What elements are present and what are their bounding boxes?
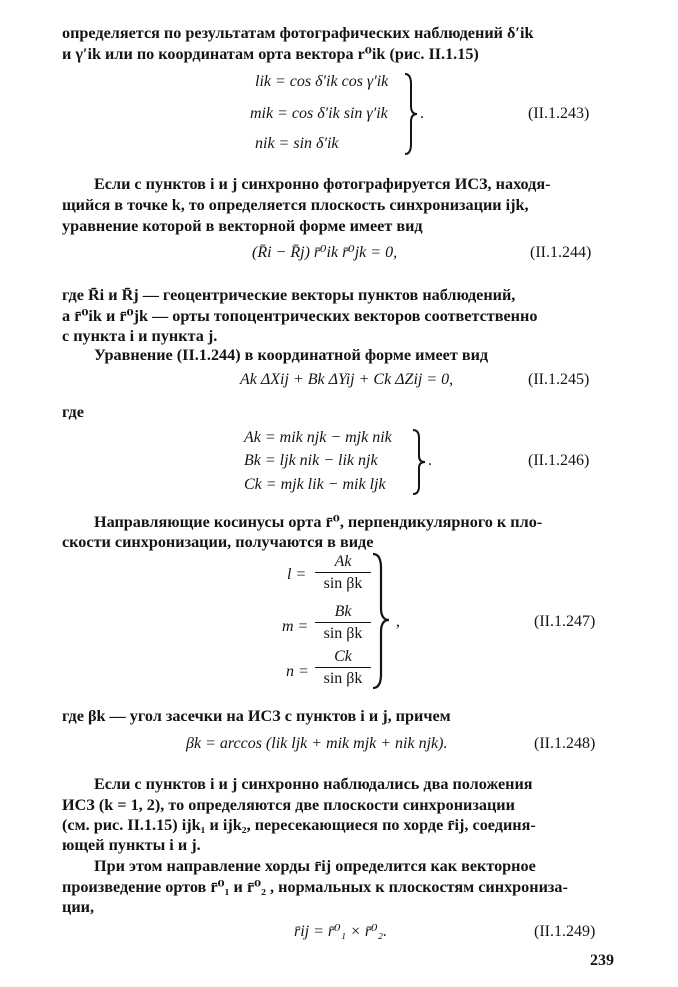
equation-247-row-2-numerator: Bk [334, 603, 352, 620]
equation-246-brace [410, 428, 430, 498]
paragraph-6-line-1: Если с пунктов i и j синхронно наблюдались два положения [94, 775, 533, 793]
paragraph-4-line-1: Направляющие косинусы орта r̄⁰, перпендикулярного к пло- [94, 513, 543, 531]
equation-246-number: (II.1.246) [528, 452, 590, 469]
equation-243-row-3: nik = sin δ′ik [255, 135, 339, 152]
equation-246-terminator: . [428, 452, 432, 469]
page-number: 239 [590, 952, 614, 969]
equation-246-row-3: Ck = mjk lik − mik ljk [244, 476, 386, 493]
equation-244-number: (II.1.244) [530, 244, 592, 261]
equation-246-row-2: Bk = ljk nik − lik njk [244, 452, 378, 469]
paragraph-3-line-3: с пункта i и пункта j. [62, 327, 218, 345]
paragraph-2-line-2: щийся в точке k, то определяется плоскость синхронизации ijk, [62, 196, 529, 214]
paragraph-3-line-1: где R̄i и R̄j — геоцентрические векторы пунктов наблюдений, [62, 286, 516, 304]
paragraph-2-line-1: Если с пунктов i и j синхронно фотографируется ИСЗ, находя- [94, 175, 551, 193]
equation-247-row-1-fraction [315, 553, 371, 593]
fraction-bar [315, 572, 371, 573]
equation-247-row-1-lhs: l = [287, 566, 307, 583]
equation-247-row-1-denominator: sin βk [323, 575, 363, 592]
equation-248-number: (II.1.248) [534, 735, 596, 752]
paragraph-4-line-2: скости синхронизации, получаются в виде [62, 533, 374, 551]
paragraph-1-line-1: определяется по результатам фотографических наблюдений δ′ik [62, 24, 534, 42]
equation-247-row-1-numerator: Ak [334, 553, 352, 570]
equation-248: βk = arccos (lik ljk + mik mjk + nik njk). [186, 735, 448, 752]
paragraph-7-line-2: произведение ортов r̄⁰₁ и r̄⁰₂ , нормальных к плоскостям синхрониза- [62, 878, 568, 896]
paragraph-7-line-1: При этом направление хорды r̄ij определится как векторное [94, 857, 536, 875]
equation-245: Ak ΔXij + Bk ΔYij + Ck ΔZij = 0, [240, 371, 454, 388]
equation-247-row-3-numerator: Ck [334, 648, 352, 665]
fraction-bar [315, 667, 371, 668]
paragraph-2-line-3: уравнение которой в векторной форме имеет вид [62, 217, 423, 235]
equation-243-brace [402, 72, 422, 156]
equation-243-terminator: . [420, 105, 424, 122]
paragraph-3-line-4: Уравнение (II.1.244) в координатной форме имеет вид [94, 346, 489, 364]
equation-247-terminator: , [396, 613, 400, 630]
equation-247-row-3-fraction [315, 648, 371, 688]
equation-245-number: (II.1.245) [528, 371, 590, 388]
equation-247-brace [370, 552, 394, 692]
equation-249: r̄ij = r̄⁰₁ × r̄⁰₂. [294, 923, 388, 940]
word-where-1: где [62, 403, 84, 421]
paragraph-5-line-1: где βk — угол засечки на ИСЗ с пунктов i и j, причем [62, 707, 451, 725]
equation-243-row-1: lik = cos δ′ik cos γ′ik [255, 73, 389, 90]
paragraph-6-line-4: ющей пункты i и j. [62, 836, 201, 854]
equation-247-number: (II.1.247) [534, 613, 596, 630]
paragraph-3-line-2: a r̄⁰ik и r̄⁰jk — орты топоцентрических векторов соответственно [62, 307, 538, 325]
equation-243-number: (II.1.243) [528, 105, 590, 122]
equation-247-row-2-fraction [315, 603, 371, 643]
paragraph-6-line-2: ИСЗ (k = 1, 2), то определяются две плоскости синхронизации [62, 796, 515, 814]
paragraph-6-line-3: (см. рис. II.1.15) ijk₁ и ijk₂, пересекающиеся по хорде r̄ij, соединя- [62, 816, 536, 834]
equation-249-number: (II.1.249) [534, 923, 596, 940]
equation-247-row-3-lhs: n = [286, 663, 309, 680]
paragraph-7-line-3: ции, [62, 898, 95, 916]
equation-247-row-2-denominator: sin βk [323, 625, 363, 642]
paragraph-1-line-2: и γ′ik или по координатам орта вектора r⁰ik (рис. II.1.15) [62, 45, 479, 63]
equation-244: (R̄i − R̄j) r̄⁰ik r̄⁰jk = 0, [252, 244, 398, 261]
equation-246-row-1: Ak = mik njk − mjk nik [244, 429, 392, 446]
equation-247-row-3-denominator: sin βk [323, 670, 363, 687]
fraction-bar [315, 622, 371, 623]
equation-247-row-2-lhs: m = [282, 618, 309, 635]
equation-243-row-2: mik = cos δ′ik sin γ′ik [250, 105, 388, 122]
